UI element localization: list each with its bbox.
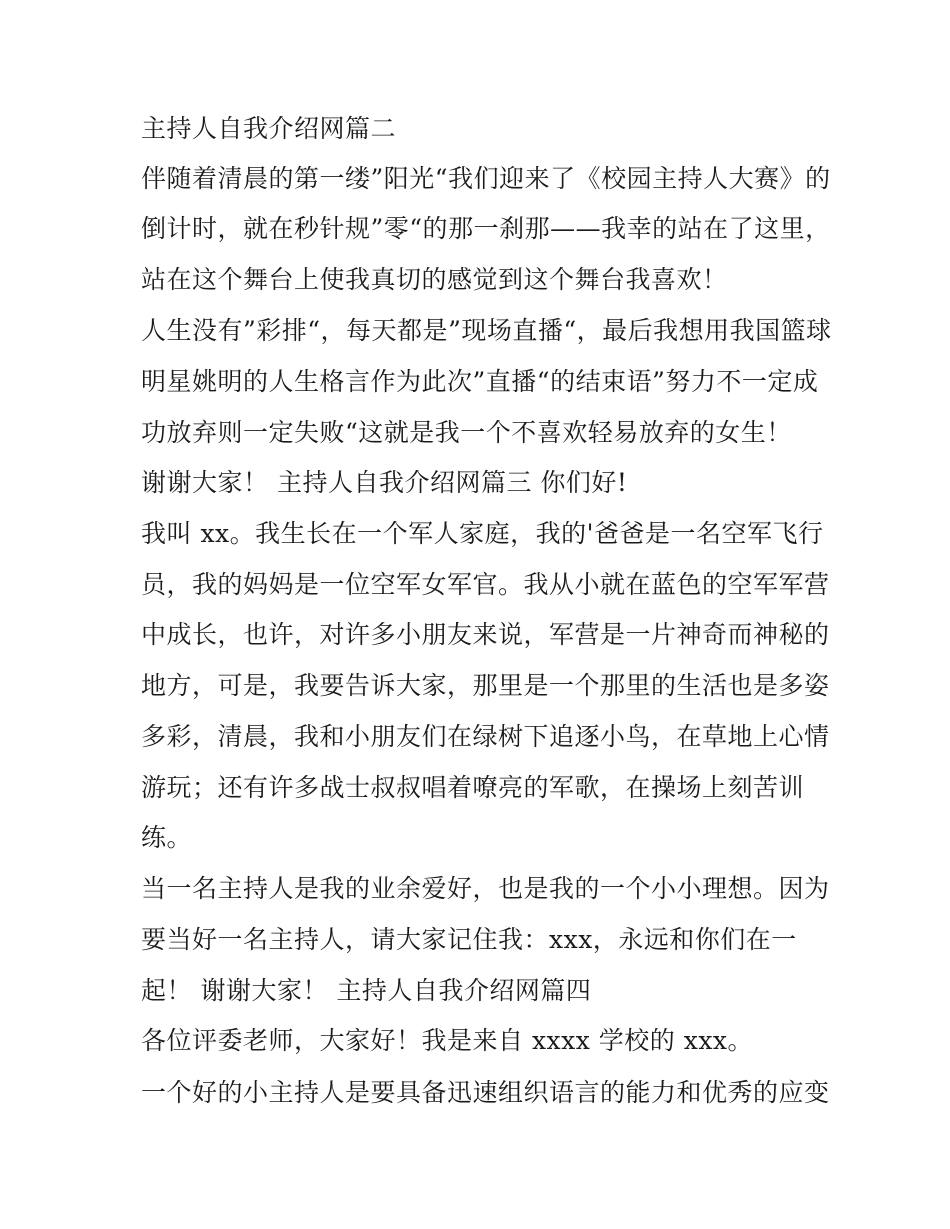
text-line: 起！ 谢谢大家！ 主持人自我介绍网篇四 — [141, 976, 592, 1005]
text-line: 明星姚明的人生格言作为此次”直播“的结束语”努力不一定成 — [141, 367, 819, 396]
section-heading-2: 主持人自我介绍网篇二 — [141, 114, 397, 143]
text-line: 要当好一名主持人，请大家记住我：xxx，永远和你们在一 — [141, 925, 797, 954]
text-line: 游玩；还有许多战士叔叔唱着嘹亮的军歌，在操场上刻苦训 — [141, 773, 805, 802]
text-line: 功放弃则一定失败“这就是我一个不喜欢轻易放弃的女生！ — [141, 418, 792, 447]
text-line: 谢谢大家！ 主持人自我介绍网篇三 你们好! — [141, 468, 628, 497]
text-line: 伴随着清晨的第一缕”阳光“我们迎来了《校园主持人大赛》的 — [141, 164, 831, 193]
text-line: 站在这个舞台上使我真切的感觉到这个舞台我喜欢！ — [141, 265, 728, 294]
text-line: 一个好的小主持人是要具备迅速组织语言的能力和优秀的应变 — [141, 1078, 830, 1107]
text-line: 人生没有”彩排“，每天都是”现场直播“，最后我想用我国篮球 — [141, 316, 832, 345]
text-line: 多彩，清晨，我和小朋友们在绿树下追逐小鸟，在草地上心情 — [141, 722, 830, 751]
text-line: 员，我的妈妈是一位空军女军官。我从小就在蓝色的空军军营 — [141, 570, 830, 599]
text-line: 练。 — [141, 823, 193, 852]
text-line: 当一名主持人是我的业余爱好，也是我的一个小小理想。因为 — [141, 874, 830, 903]
text-line: 我叫 xx。我生长在一个军人家庭，我的'爸爸是一名空军飞行 — [141, 519, 824, 548]
text-line: 地方，可是，我要告诉大家，那里是一个那里的生活也是多姿 — [141, 671, 830, 700]
text-line: 中成长，也许，对许多小朋友来说，军营是一片神奇而神秘的 — [141, 620, 830, 649]
text-line: 倒计时，就在秒针规”零“的那一刹那——我幸的站在了这里， — [141, 214, 831, 243]
text-line: 各位评委老师，大家好！我是来自 xxxx 学校的 xxx。 — [141, 1026, 754, 1055]
